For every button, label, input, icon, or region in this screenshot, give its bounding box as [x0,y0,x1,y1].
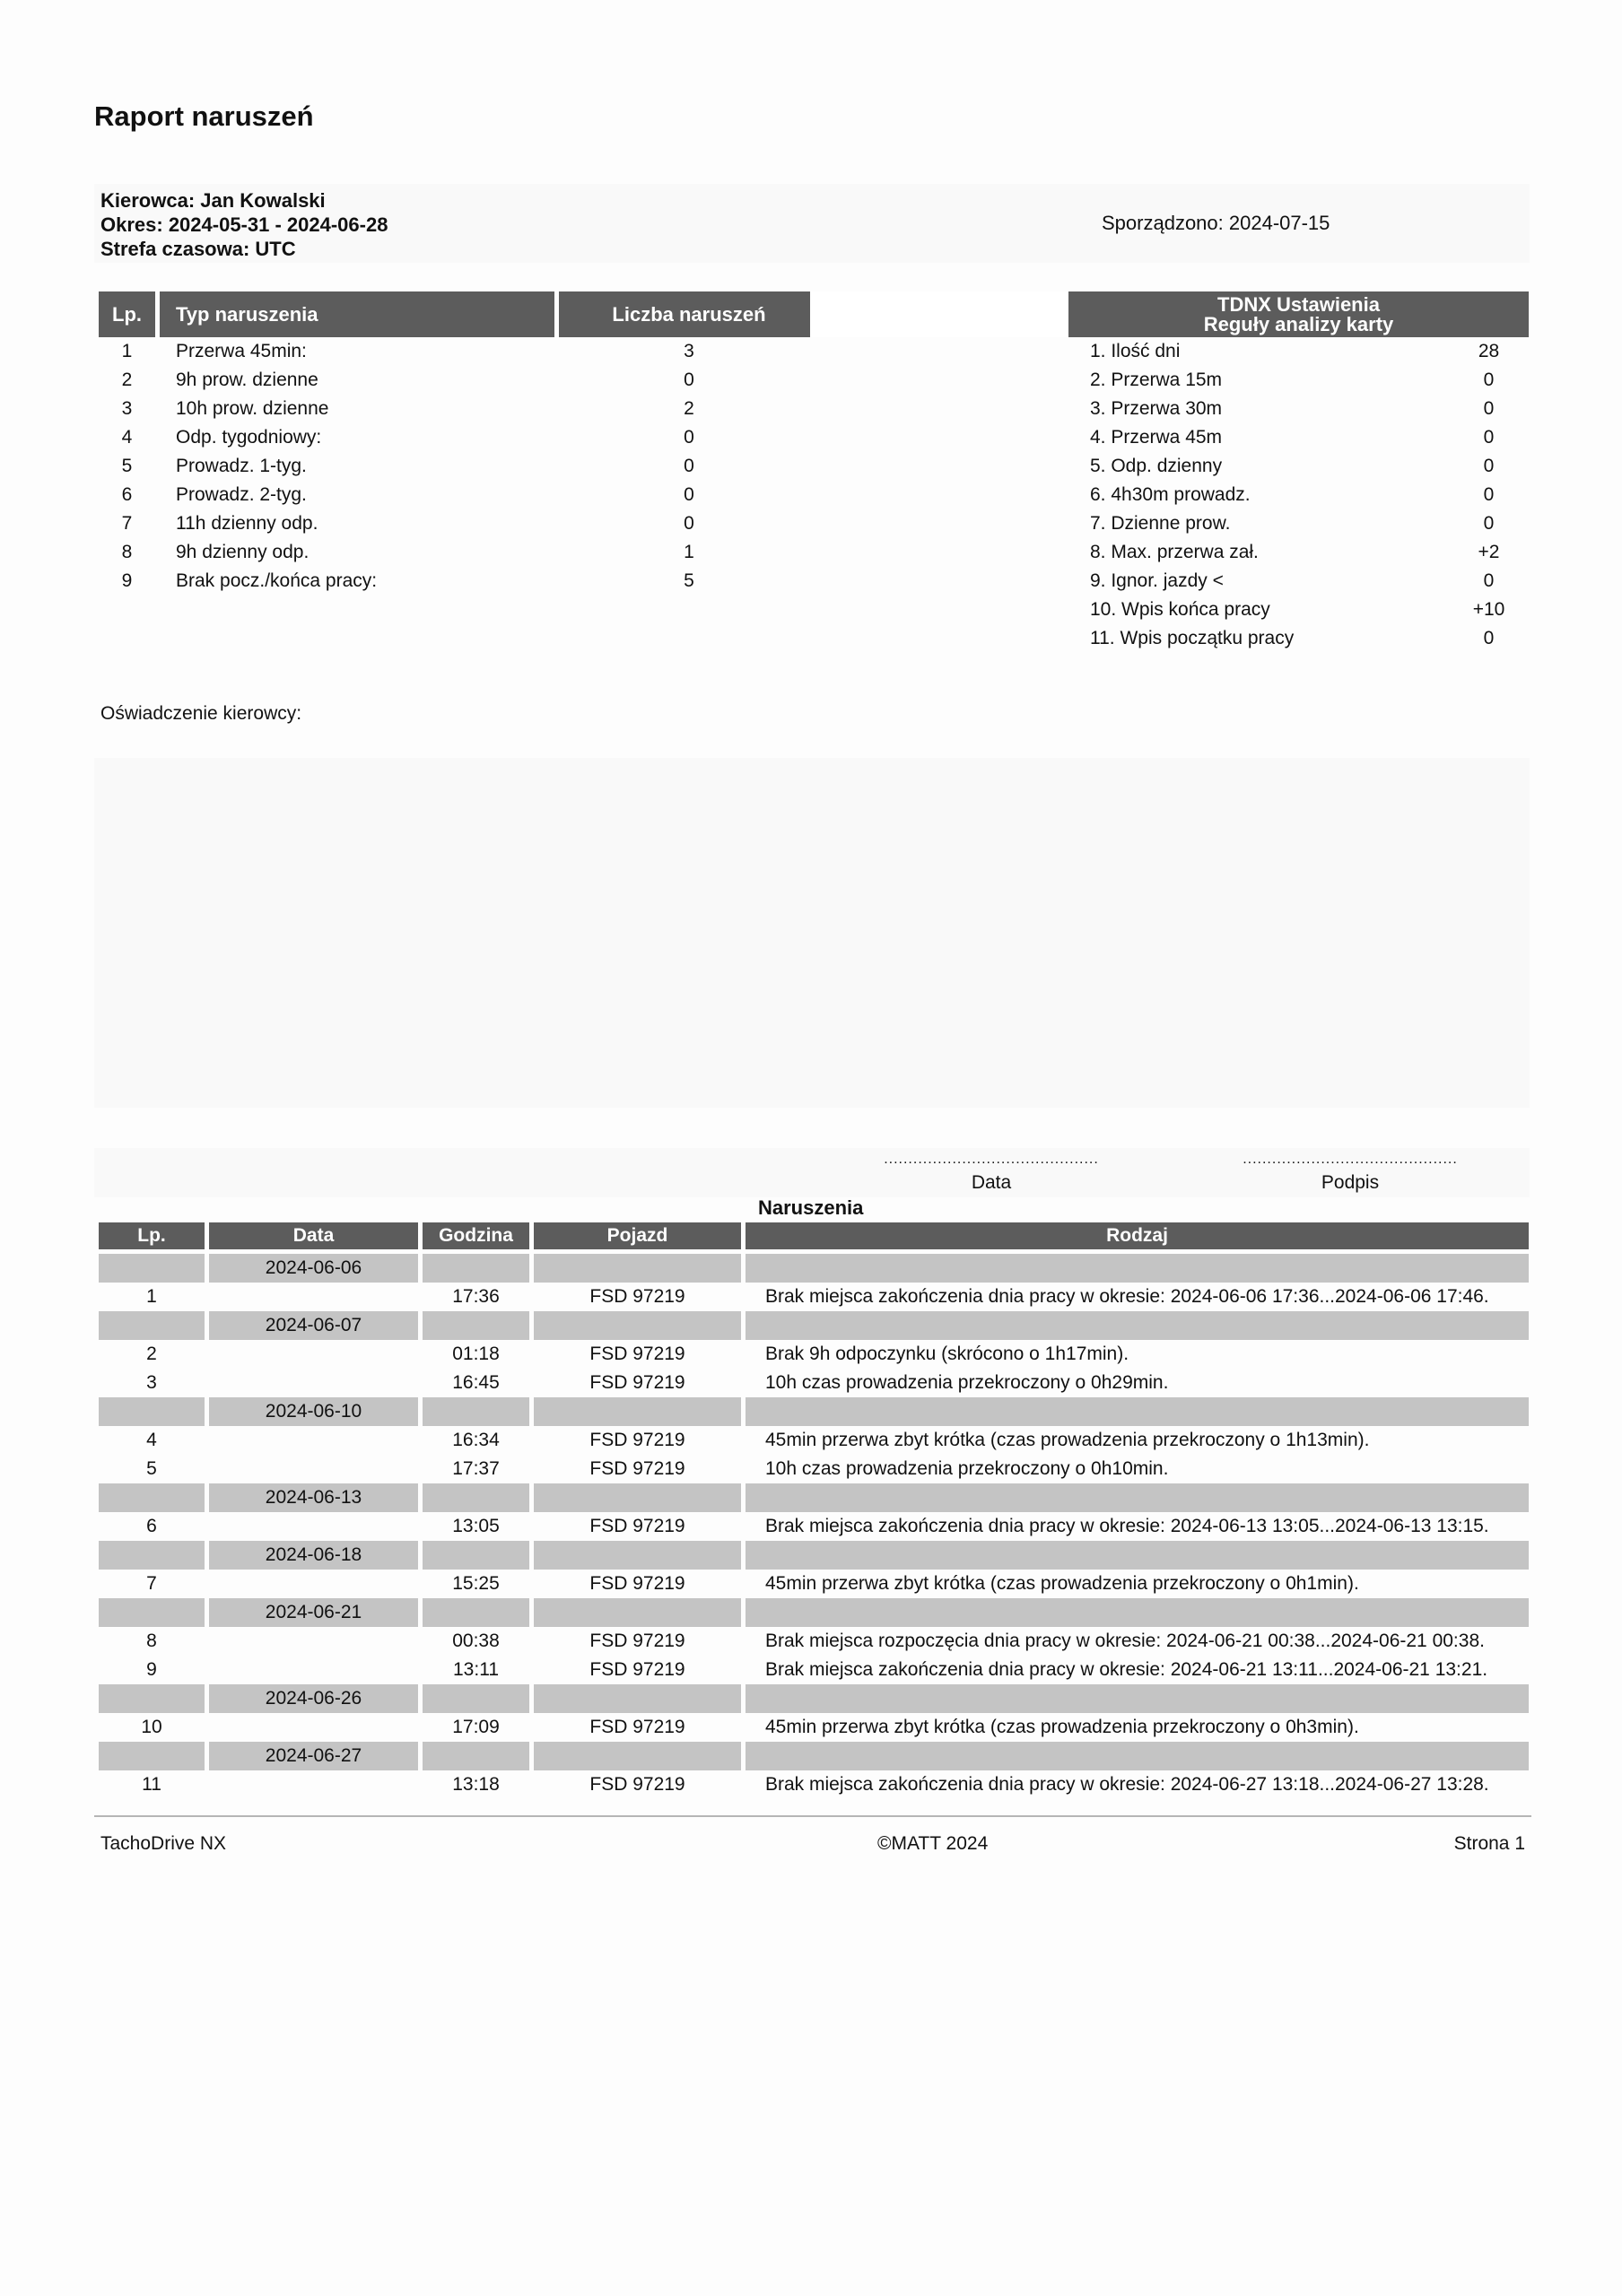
table-row: 9. Ignor. jazdy < 0 [1090,570,1495,591]
date-group-row: 2024-06-26 [99,1684,1529,1713]
table-row: 2 01:18 FSD 97219 Brak 9h odpoczynku (skrócono o 1h17min). [146,1344,1129,1364]
table-row: 5 17:37 FSD 97219 10h czas prowadzenia przekroczony o 0h10min. [146,1458,1169,1479]
driver-name: Kierowca: Jan Kowalski [100,189,326,212]
table-row: 10 17:09 FSD 97219 45min przerwa zbyt krótka (czas prowadzenia przekroczony o 0h3min). [141,1717,1359,1737]
summary-table [94,291,824,596]
table-row: 3. Przerwa 30m 0 [1090,398,1495,419]
signature-dots: ............................................ [1243,1152,1458,1167]
table-row: 8 9h dzienny odp. 1 [121,542,694,562]
prepared-date: Sporządzono: 2024-07-15 [1102,212,1330,234]
table-row: 6 Prowadz. 2-tyg. 0 [121,484,694,505]
violations-header-date: Data [209,1222,418,1249]
table-row: 7. Dzienne prow. 0 [1090,513,1495,534]
table-row: 1 Przerwa 45min: 3 [121,341,694,361]
table-row: 9 Brak pocz./końca pracy: 5 [121,570,694,591]
summary-header-type: Typ naruszenia [160,291,554,337]
table-row: 11 13:18 FSD 97219 Brak miejsca zakończenia dnia pracy w okresie: 2024-06-27 13:18...2024-06-27 13:28. [142,1774,1489,1795]
footer-app-name: TachoDrive NX [100,1833,227,1854]
summary-header-lp: Lp. [99,291,155,337]
table-row: 2. Przerwa 15m 0 [1090,370,1495,390]
summary-header-count: Liczba naruszeń [559,291,819,337]
violations-header-lp: Lp. [99,1222,205,1249]
table-row: 4 Odp. tygodniowy: 0 [121,427,694,448]
page-title: Raport naruszeń [94,100,314,132]
violations-header-vehicle: Pojazd [534,1222,741,1249]
signature-label: Podpis [1321,1172,1380,1193]
blank-header-cell [810,291,1068,337]
driver-declaration-box [94,758,1530,1108]
settings-header-line1: TDNX Ustawienia [1217,292,1380,316]
table-row: 7 11h dzienny odp. 0 [121,513,694,534]
table-row: 3 10h prow. dzienne 2 [121,398,694,419]
date-group-row: 2024-06-06 [99,1254,1529,1283]
date-group-row: 2024-06-10 [99,1397,1529,1426]
settings-header-line2: Reguły analizy karty [1203,312,1394,335]
date-group-row: 2024-06-13 [99,1483,1529,1512]
table-row: 4. Przerwa 45m 0 [1090,427,1495,448]
date-dots: ............................................ [884,1152,1099,1167]
timezone: Strefa czasowa: UTC [100,238,296,260]
violations-title: Naruszenia [758,1196,864,1219]
date-group-row: 2024-06-21 [99,1598,1529,1627]
table-row: 7 15:25 FSD 97219 45min przerwa zbyt krótka (czas prowadzenia przekroczony o 0h1min). [146,1573,1359,1594]
settings-table [1068,291,1529,653]
table-row: 11. Wpis początku pracy 0 [1090,628,1495,648]
footer-page-number: Strona 1 [1453,1833,1525,1854]
footer-divider [94,1815,1531,1817]
table-row: 1. Ilość dni 28 [1090,341,1500,361]
date-group-row: 2024-06-18 [99,1541,1529,1570]
violations-header-time: Godzina [423,1222,529,1249]
report-meta [100,188,388,261]
table-row: 9 13:11 FSD 97219 Brak miejsca zakończenia dnia pracy w okresie: 2024-06-21 13:11...2024-06-21 13:21. [146,1659,1488,1680]
violations-table [94,1222,1533,1799]
date-group-row: 2024-06-27 [99,1742,1529,1770]
table-row: 10. Wpis końca pracy +10 [1090,599,1505,620]
table-row: 8 00:38 FSD 97219 Brak miejsca rozpoczęcia dnia pracy w okresie: 2024-06-21 00:38...2024-06-21 00:38. [146,1631,1485,1651]
table-row: 4 16:34 FSD 97219 45min przerwa zbyt krótka (czas prowadzenia przekroczony o 1h13min). [146,1430,1370,1450]
table-row: 5. Odp. dzienny 0 [1090,456,1495,476]
table-row: 5 Prowadz. 1-tyg. 0 [121,456,694,476]
driver-declaration-label: Oświadczenie kierowcy: [100,703,302,724]
table-row: 6 13:05 FSD 97219 Brak miejsca zakończenia dnia pracy w okresie: 2024-06-13 13:05...2024-06-13 13:15. [146,1516,1489,1536]
signature-field [1234,1148,1467,1195]
report-period: Okres: 2024-05-31 - 2024-06-28 [100,213,388,236]
date-group-row: 2024-06-07 [99,1311,1529,1340]
violations-header-type: Rodzaj [746,1222,1529,1249]
footer-copyright: ©MATT 2024 [877,1833,989,1854]
table-row: 6. 4h30m prowadz. 0 [1090,484,1495,505]
date-signature-field [875,1148,1108,1195]
settings-header [1068,291,1529,337]
table-row: 8. Max. przerwa zał. +2 [1090,542,1500,562]
table-row: 3 16:45 FSD 97219 10h czas prowadzenia przekroczony o 0h29min. [146,1372,1169,1393]
table-row: 1 17:36 FSD 97219 Brak miejsca zakończenia dnia pracy w okresie: 2024-06-06 17:36...2024-06-06 17:46. [146,1286,1489,1307]
table-row: 2 9h prow. dzienne 0 [121,370,694,390]
date-label: Data [971,1172,1012,1193]
